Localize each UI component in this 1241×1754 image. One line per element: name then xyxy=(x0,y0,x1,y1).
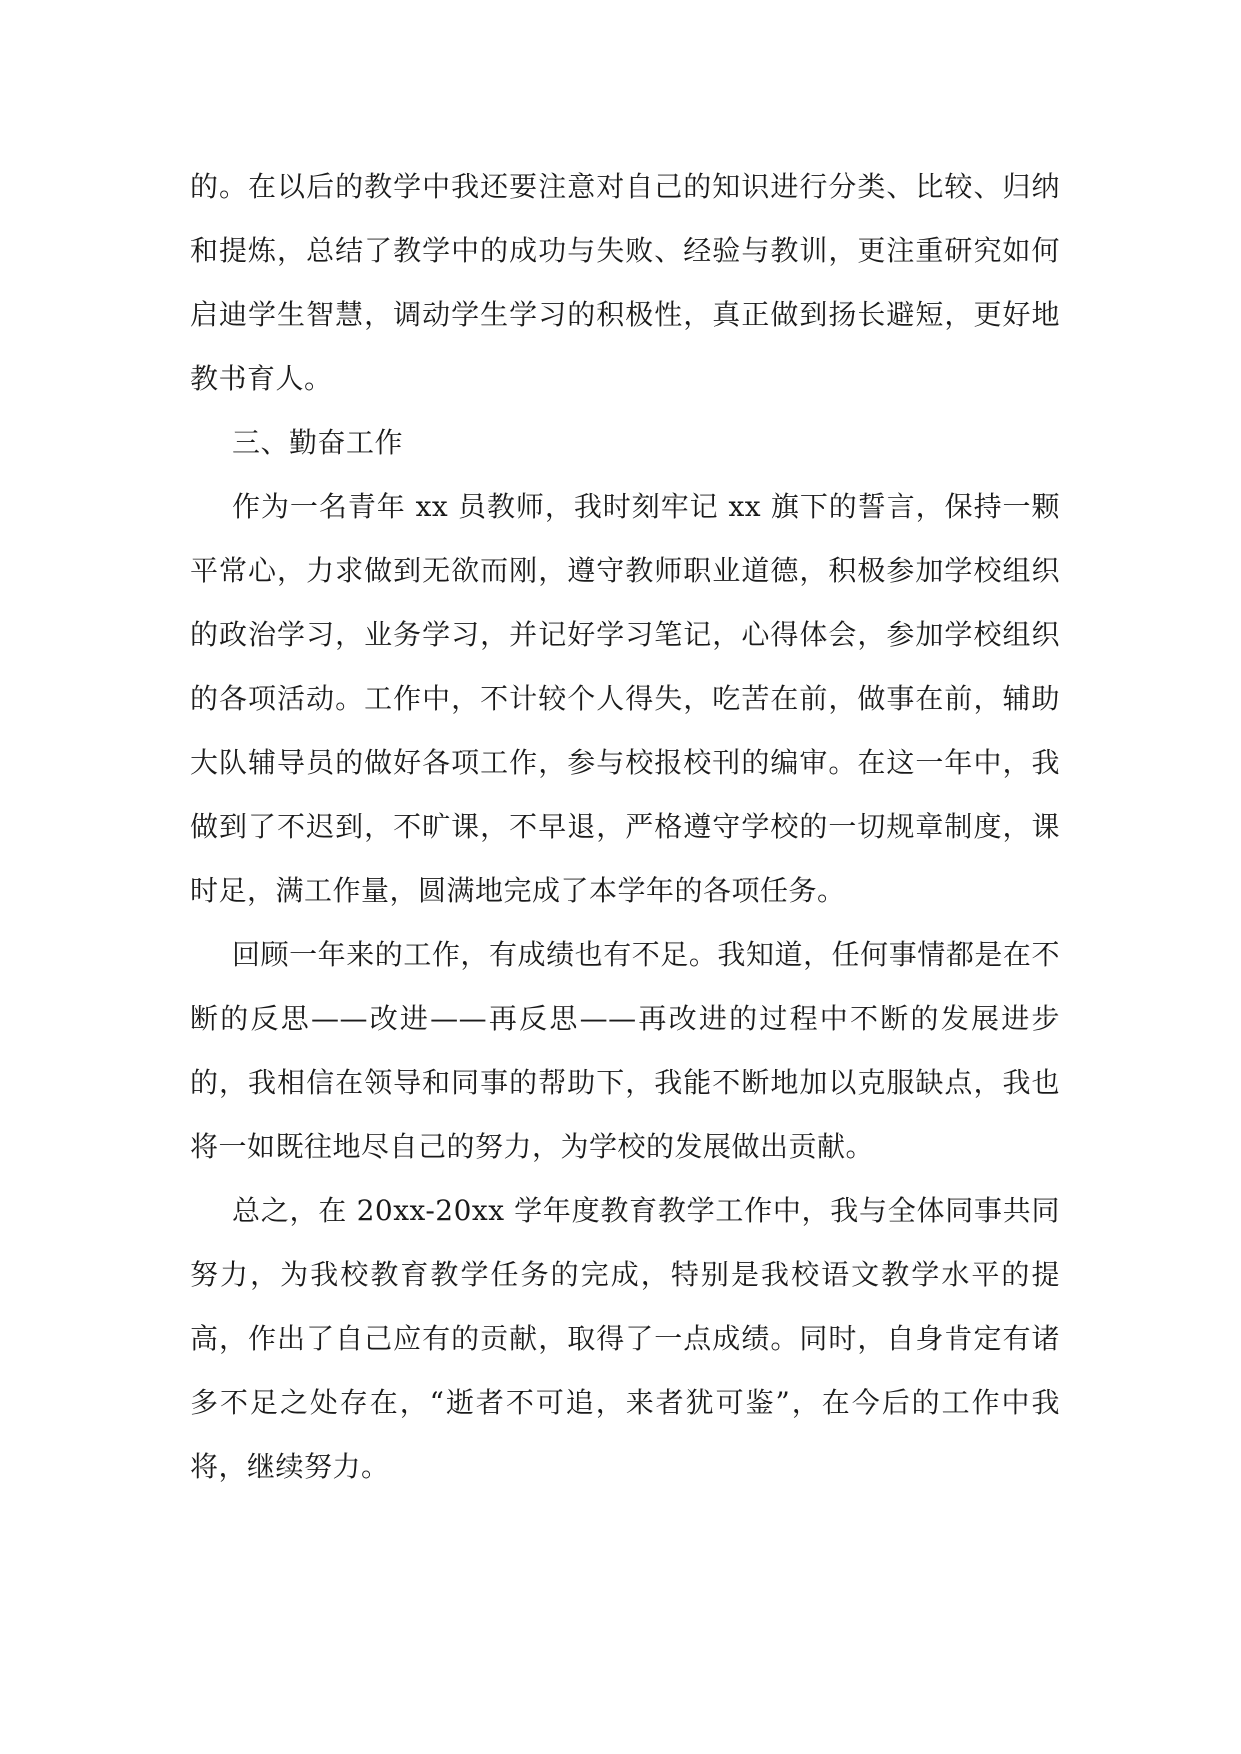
paragraph-summary: 总之，在 20xx-20xx 学年度教育教学工作中，我与全体同事共同努力，为我校教育教学任务的完成，特别是我校语文教学水平的提高，作出了自己应有的贡献，取得了一点成绩。同时，自身肯定有诸多不足之处存在，“逝者不可追，来者犹可鉴”，在今后的工作中我将，继续努力。 xyxy=(190,1194,1060,1483)
paragraph-continuation: 的。在以后的教学中我还要注意对自己的知识进行分类、比较、归纳和提炼，总结了教学中的成功与失败、经验与教训，更注重研究如何启迪学生智慧，调动学生学习的积极性，真正做到扬长避短，更好地教书育人。 xyxy=(190,170,1060,395)
paragraph-diligent-work: 作为一名青年 xx 员教师，我时刻牢记 xx 旗下的誓言，保持一颗平常心，力求做到无欲而刚，遵守教师职业道德，积极参加学校组织的政治学习，业务学习，并记好学习笔记，心得体会，参加学校组织的各项活动。工作中，不计较个人得失，吃苦在前，做事在前，辅助大队辅导员的做好各项工作，参与校报校刊的编审。在这一年中，我做到了不迟到，不旷课，不早退，严格遵守学校的一切规章制度，课时足，满工作量，圆满地完成了本学年的各项任务。 xyxy=(190,490,1060,907)
paragraph-review: 回顾一年来的工作，有成绩也有不足。我知道，任何事情都是在不断的反思——改进——再反思——再改进的过程中不断的发展进步的，我相信在领导和同事的帮助下，我能不断地加以克服缺点，我也将一如既往地尽自己的努力，为学校的发展做出贡献。 xyxy=(190,938,1060,1163)
document-body xyxy=(190,155,1060,1499)
section-heading: 三、勤奋工作 xyxy=(232,426,404,459)
